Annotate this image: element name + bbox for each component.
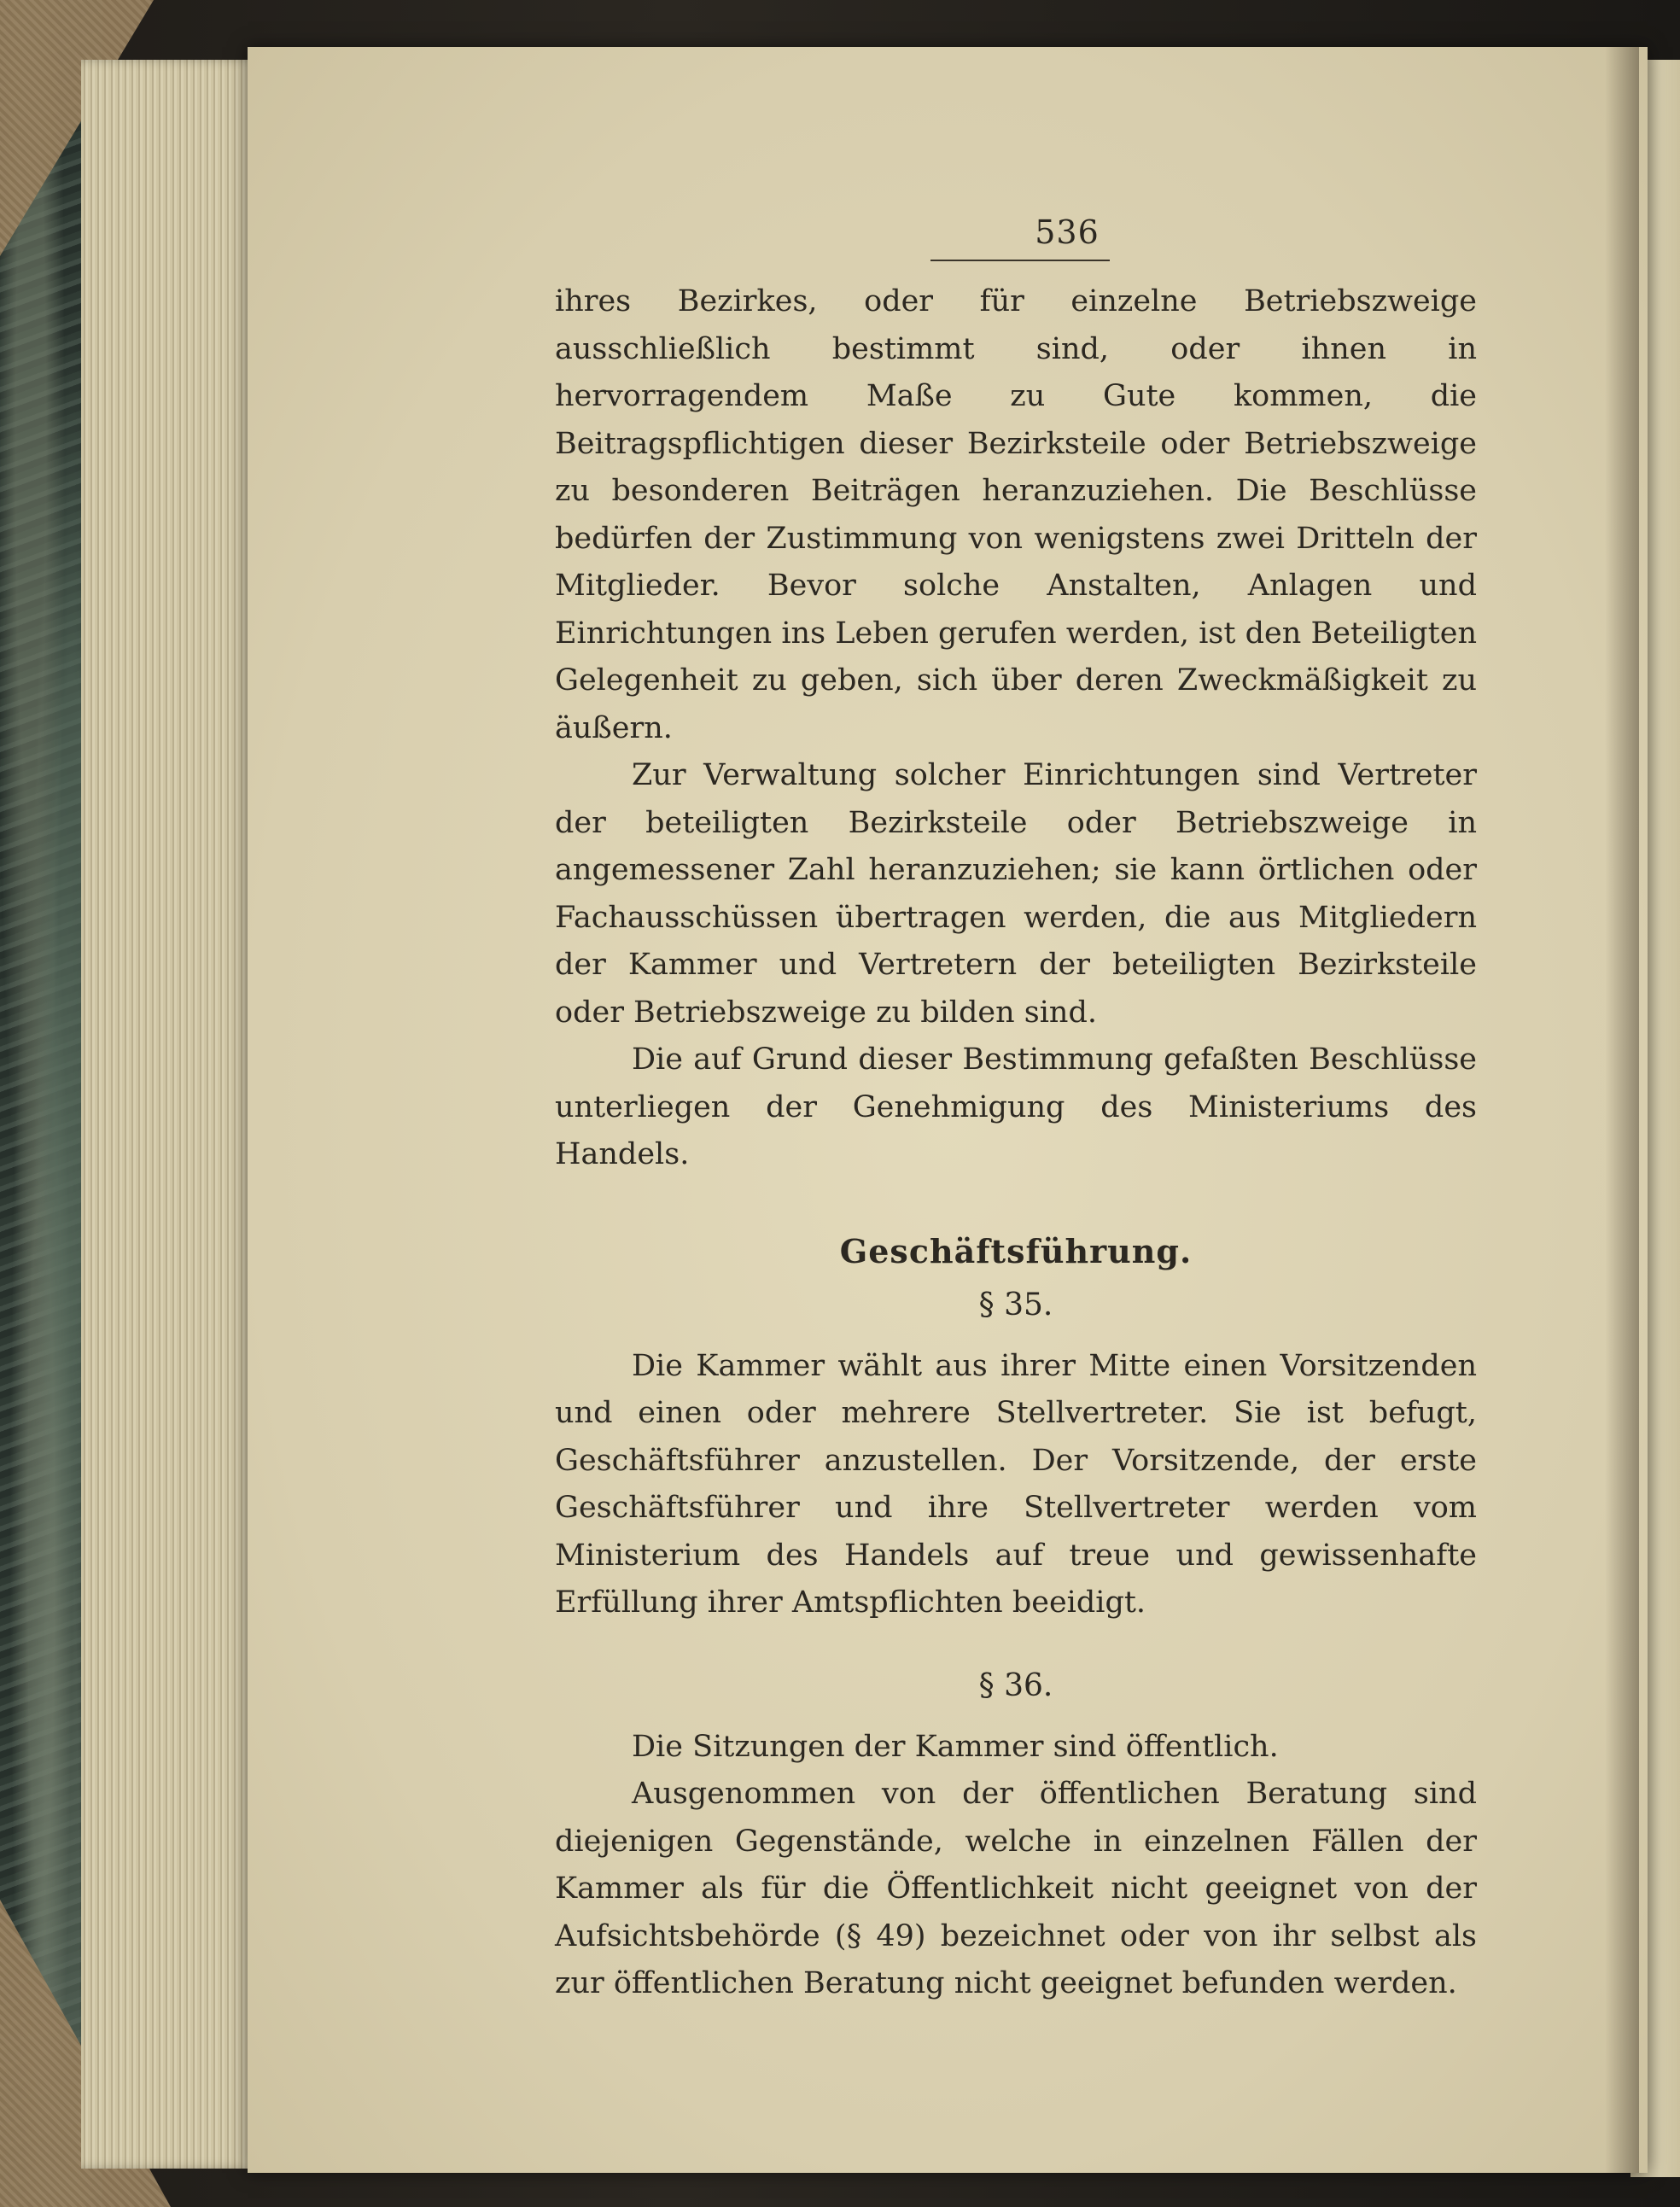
page-number: 536 [1035, 213, 1100, 251]
section-heading: Geschäftsführung. [839, 1231, 1193, 1270]
section-35-text: Die Kammer wählt aus ihrer Mitte einen Vorsitzenden und einen oder mehrere Stellvertreter. Sie ist befugt, Geschäftsführer anzustellen. Der Vorsitzende, der erste Geschäftsführer und ihre Stellvertreter werden vom Ministerium des Handels auf treue und gewissenhafte Erfüllung ihrer Amtspflichten beeidigt. [555, 1348, 1477, 1620]
paragraph-1: ihres Bezirkes, oder für einzelne Betriebszweige ausschließlich bestimmt sind, oder ihnen in hervorragendem Maße zu Gute kommen, die Beitragspflichtigen dieser Bezirksteile oder Betriebszweige zu besonderen Beiträgen heranzuziehen. Die Beschlüsse bedürfen der Zustimmung von wenigstens zwei Dritteln der Mitglieder. Bevor solche Anstalten, Anlagen und Einrichtungen ins Leben gerufen werden, ist den Beteiligten Gelegenheit zu geben, sich über deren Zweckmäßigkeit zu äußern. [555, 284, 1477, 745]
paragraph-3: Die auf Grund dieser Bestimmung gefaßten Beschlüsse unterliegen der Genehmigung des Ministeriums des Handels. [555, 1042, 1477, 1171]
gutter-shadow [1605, 47, 1639, 2173]
paragraph-2: Zur Verwaltung solcher Einrichtungen sind Vertreter der beteiligten Bezirksteile oder Betriebszweige in angemessener Zahl heranzuziehen; sie kann örtlichen oder Fachausschüssen übertragen werden, die aus Mitgliedern der Kammer und Vertretern der beteiligten Bezirksteile oder Betriebszweige zu bilden sind. [555, 758, 1477, 1030]
page-number-rule [930, 260, 1110, 261]
section-36-paragraph-1: Die Sitzungen der Kammer sind öffentlich. [632, 1729, 1279, 1764]
section-36-paragraph-2: Ausgenommen von der öffentlichen Beratung sind diejenigen Gegenstände, welche in einzelnen Fällen der Kammer als für die Öffentlichkeit nicht geeignet von der Aufsichtsbehörde (§ 49) bezeichnet oder von ihr selbst als zur öffentlichen Beratung nicht geeignet befunden werden. [555, 1777, 1477, 2000]
page-text [555, 213, 1477, 2008]
section-35-title: § 35. [978, 1287, 1053, 1322]
page-edges [81, 60, 260, 2169]
section-36-title: § 36. [978, 1667, 1053, 1703]
